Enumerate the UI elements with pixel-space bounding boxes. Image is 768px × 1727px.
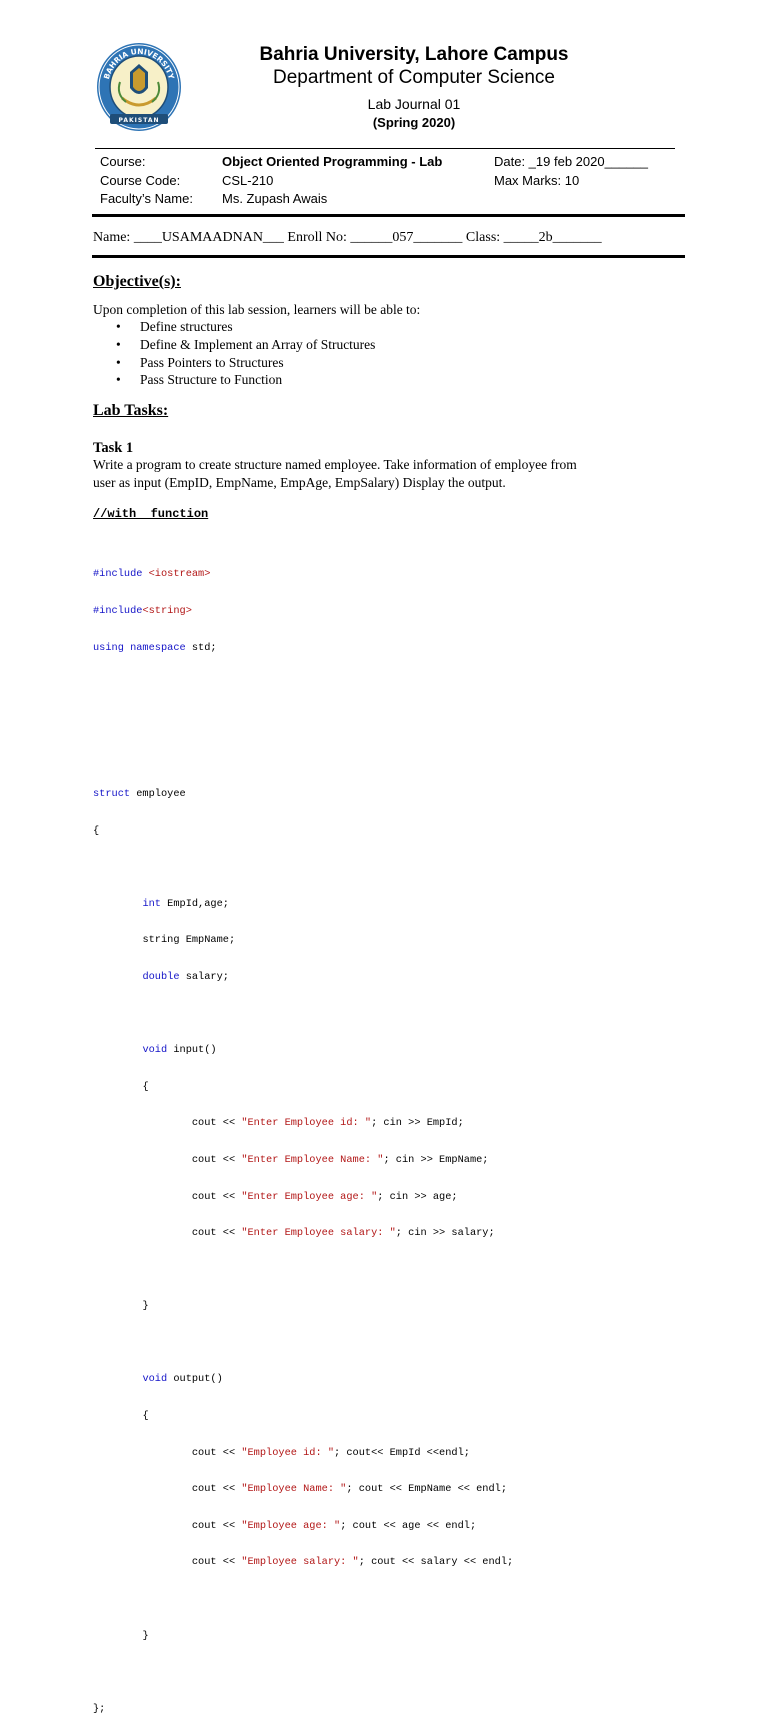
code-line: cout << "Employee age: "; cout << age << endl;: [191, 1519, 477, 1532]
course-value: Object Oriented Programming - Lab: [222, 154, 443, 169]
code-line: cout << "Enter Employee id: "; cin >> EmpId;: [191, 1117, 464, 1130]
code-line: using namespace std;: [93, 641, 217, 654]
code-line: cout << "Employee salary: "; cout << salary << endl;: [191, 1556, 514, 1569]
code-line: void input(): [142, 1044, 217, 1057]
task-description-line: user as input (EmpID, EmpName, EmpAge, EmpSalary) Display the output.: [93, 474, 506, 490]
code-line: #include <iostream>: [93, 568, 211, 581]
code-line: cout << "Employee id: "; cout<< EmpId <<endl;: [191, 1446, 470, 1459]
code-line: int EmpId,age;: [142, 897, 229, 910]
list-item: • Define & Implement an Array of Structures: [116, 336, 375, 354]
code-line: };: [93, 1702, 106, 1715]
list-item: • Pass Structure to Function: [116, 371, 375, 389]
department-name: Department of Computer Science: [273, 67, 555, 88]
svg-text:BAHRIA UNIVERSITY: BAHRIA UNIVERSITY: [101, 46, 177, 81]
divider: [92, 255, 685, 258]
code-line: {: [142, 1080, 149, 1093]
list-item: • Define structures: [116, 318, 375, 336]
student-info-line: Name: ____USAMAADNAN___ Enroll No: ______057_______ Class: _____2b_______: [93, 230, 602, 245]
code-block: [93, 544, 513, 1727]
task-description-line: Write a program to create structure named employee. Take information of employee from: [93, 457, 577, 472]
semester: (Spring 2020): [372, 115, 456, 130]
list-item: • Pass Pointers to Structures: [116, 354, 375, 372]
faculty-value: Ms. Zupash Awais: [222, 191, 328, 206]
code-line: #include<string>: [93, 605, 192, 617]
course-code-value: CSL-210: [222, 172, 274, 188]
header-title-block: [0, 44, 768, 131]
divider: [92, 214, 685, 217]
journal-title: Lab Journal 01: [367, 96, 461, 112]
code-comment: //with function: [93, 507, 209, 521]
code-line: void output(): [142, 1373, 223, 1386]
code-line: }: [142, 1300, 149, 1313]
course-info: [100, 153, 680, 209]
max-marks-label: Max Marks: 10: [494, 172, 580, 188]
objectives-list: [116, 318, 375, 389]
code-line: cout << "Enter Employee Name: "; cin >> EmpName;: [191, 1153, 489, 1166]
objectives-intro: Upon completion of this lab session, learners will be able to:: [93, 302, 421, 317]
task-title: Task 1: [93, 440, 134, 456]
code-line: cout << "Enter Employee salary: "; cin >> salary;: [191, 1227, 495, 1240]
code-line: {: [142, 1410, 149, 1423]
objectives-heading: Objective(s):: [93, 273, 181, 290]
divider: [95, 148, 675, 149]
faculty-label: Faculty’s Name:: [100, 191, 193, 206]
university-name: Bahria University, Lahore Campus: [259, 44, 569, 65]
code-line: double salary;: [142, 970, 229, 983]
code-line: {: [93, 824, 100, 837]
lab-tasks-heading: Lab Tasks:: [93, 402, 169, 419]
course-code-label: Course Code:: [100, 172, 181, 188]
svg-text:PAKISTAN: PAKISTAN: [118, 117, 160, 124]
code-line: string EmpName;: [142, 934, 236, 947]
task-description: [93, 456, 673, 491]
course-label: Course:: [100, 154, 146, 169]
code-line: struct employee: [93, 787, 186, 800]
code-line: }: [142, 1629, 149, 1642]
code-line: cout << "Employee Name: "; cout << EmpName << endl;: [191, 1483, 508, 1496]
code-line: cout << "Enter Employee age: "; cin >> age;: [191, 1190, 458, 1203]
date-label: Date: _19 feb 2020______: [494, 154, 648, 169]
